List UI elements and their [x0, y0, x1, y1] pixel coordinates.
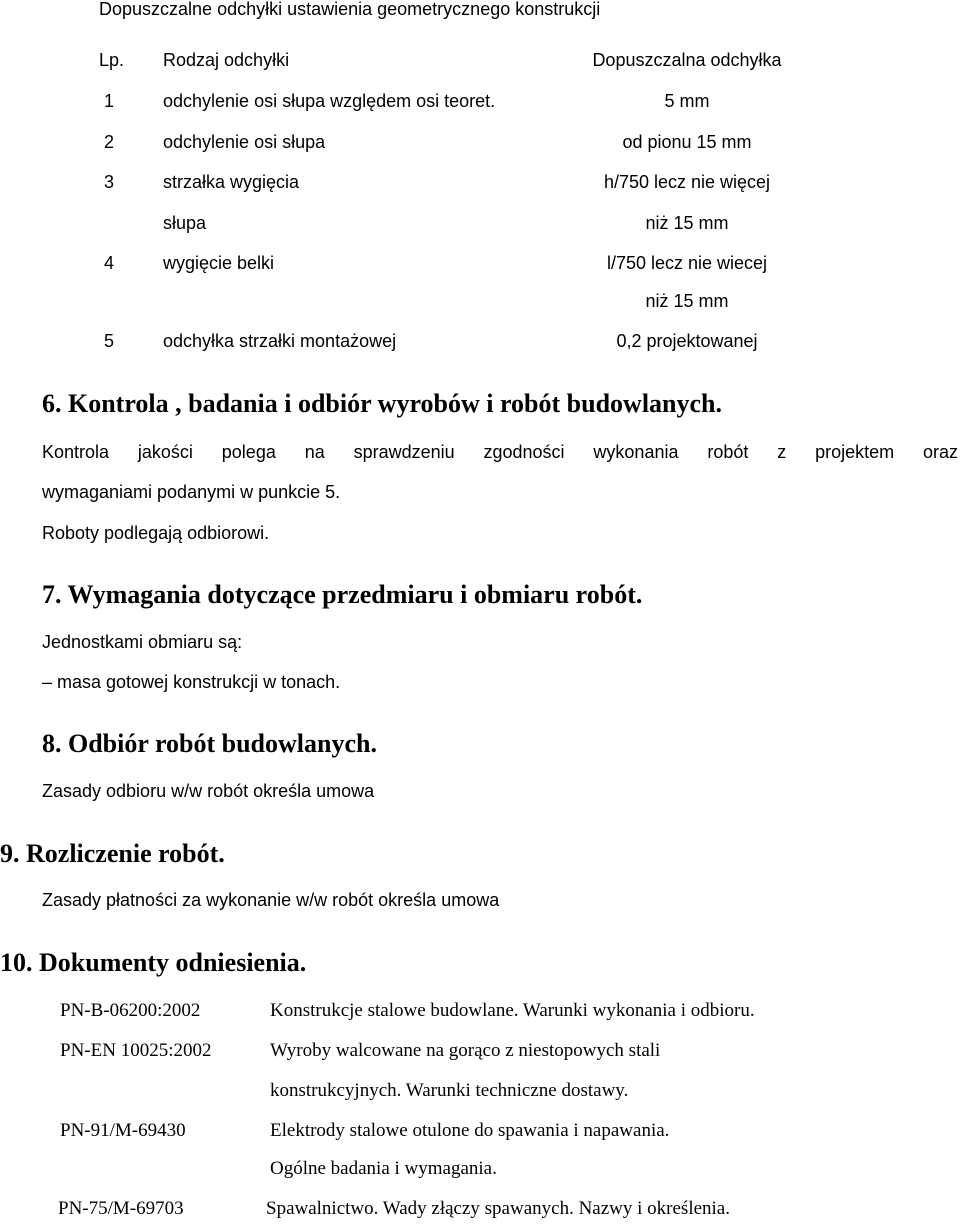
section-6-paragraph-line: wymaganiami podanymi w punkcie 5. [42, 482, 341, 502]
reference-title: Ogólne badania i wymagania. [270, 1158, 497, 1179]
table-cell-lp: 1 [104, 91, 115, 111]
table-cell-type: odchyłka strzałki montażowej [163, 331, 397, 351]
section-6-paragraph: Roboty podlegają odbiorowi. [42, 523, 270, 543]
reference-code: PN-EN 10025:2002 [60, 1040, 212, 1061]
table-cell-allowed: niż 15 mm [645, 213, 729, 233]
table-header-lp: Lp. [99, 50, 125, 70]
table-cell-lp: 3 [104, 172, 115, 192]
table-cell-allowed: 0,2 projektowanej [616, 331, 758, 351]
table-cell-lp: 5 [104, 331, 115, 351]
reference-title: Elektrody stalowe otulone do spawania i napawania. [270, 1120, 670, 1141]
reference-title: konstrukcyjnych. Warunki techniczne dostawy. [270, 1080, 629, 1101]
table-cell-lp: 4 [104, 253, 115, 273]
reference-code: PN-B-06200:2002 [60, 1000, 201, 1021]
section-8-heading: 8. Odbiór robót budowlanych. [42, 729, 377, 758]
table-cell-type: słupa [163, 213, 207, 233]
reference-title: Konstrukcje stalowe budowlane. Warunki wykonania i odbioru. [270, 1000, 755, 1021]
reference-title: Wyroby walcowane na gorąco z niestopowych stali [270, 1040, 661, 1061]
table-caption: Dopuszczalne odchyłki ustawienia geometrycznego konstrukcji [99, 0, 601, 19]
section-8-text: Zasady odbioru w/w robót określa umowa [42, 781, 375, 801]
table-cell-allowed: od pionu 15 mm [622, 132, 752, 152]
table-header-type: Rodzaj odchyłki [163, 50, 290, 70]
reference-code: PN-91/M-69430 [60, 1120, 186, 1141]
table-cell-allowed: niż 15 mm [645, 291, 729, 311]
table-cell-allowed: h/750 lecz nie więcej [603, 172, 771, 192]
table-cell-type: strzałka wygięcia [163, 172, 300, 192]
table-cell-type: odchylenie osi słupa [163, 132, 326, 152]
section-7-heading: 7. Wymagania dotyczące przedmiaru i obmiaru robót. [42, 580, 643, 609]
section-9-text: Zasady płatności za wykonanie w/w robót określa umowa [42, 890, 500, 910]
section-6-paragraph-line: Kontrola jakości polega na sprawdzeniu zgodności wykonania robót z projektem oraz [42, 442, 958, 462]
table-cell-lp: 2 [104, 132, 115, 152]
section-6-heading: 6. Kontrola , badania i odbiór wyrobów i robót budowlanych. [42, 389, 723, 418]
table-cell-type: odchylenie osi słupa względem osi teoret. [163, 91, 496, 111]
section-10-heading: 10. Dokumenty odniesienia. [0, 948, 307, 977]
section-7-intro: Jednostkami obmiaru są: [42, 632, 243, 652]
table-cell-allowed: l/750 lecz nie wiecej [606, 253, 768, 273]
table-cell-type: wygięcie belki [163, 253, 275, 273]
reference-code: PN-75/M-69703 [58, 1198, 184, 1219]
section-9-heading: 9. Rozliczenie robót. [0, 839, 225, 868]
table-header-allowed: Dopuszczalna odchyłka [592, 50, 782, 70]
section-7-list-item: – masa gotowej konstrukcji w tonach. [42, 672, 341, 692]
reference-title: Spawalnictwo. Wady złączy spawanych. Nazwy i określenia. [266, 1198, 730, 1219]
table-cell-allowed: 5 mm [664, 91, 710, 111]
